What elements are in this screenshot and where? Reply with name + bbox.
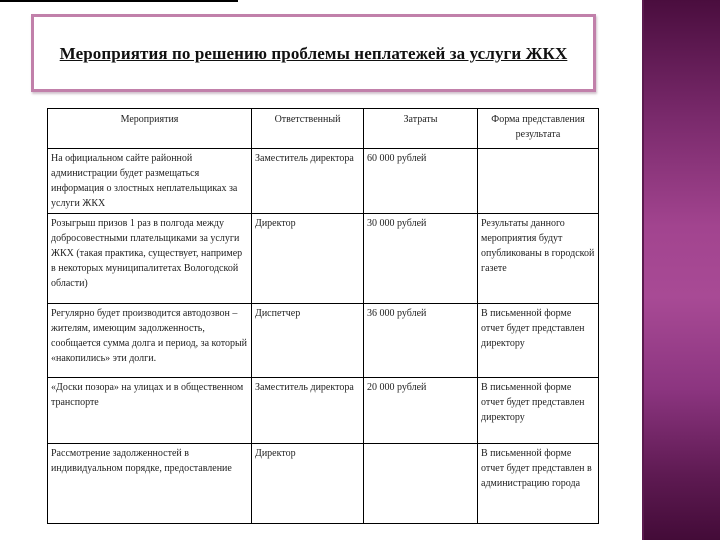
cell-cost: 36 000 рублей [364,304,478,378]
header-result-form: Форма представления результата [478,109,599,149]
top-rule-line [0,0,238,2]
cell-result-form: Результаты данного мероприятия будут опубликованы в городской газете [478,214,599,304]
header-cost: Затраты [364,109,478,149]
table-row [48,214,599,304]
cell-responsible: Заместитель директора [252,149,364,214]
decorative-sidebar [642,0,720,540]
title-box [31,14,596,92]
table-row [48,304,599,378]
cell-cost: 30 000 рублей [364,214,478,304]
slide-title: Мероприятия по решению проблемы неплатежей за услуги ЖКХ [59,44,568,63]
cell-activity: На официальном сайте районной администрации будет размещаться информация о злостных неплательщиках за услуги ЖКХ [48,149,252,214]
cell-activity: Рассмотрение задолженностей в индивидуальном порядке, предоставление [48,444,252,524]
header-responsible: Ответственный [252,109,364,149]
activities-table [47,108,599,524]
cell-result-form: В письменной форме отчет будет представлен директору [478,378,599,444]
cell-result-form: В письменной форме отчет будет представлен директору [478,304,599,378]
cell-activity: Розыгрыш призов 1 раз в полгода между добросовестными плательщиками за услуги ЖКХ (такая практика, существует, например в некоторых муниципалитетах Вологодской области) [48,214,252,304]
cell-cost: 20 000 рублей [364,378,478,444]
cell-activity: Регулярно будет производится автодозвон – жителям, имеющим задолженность, сообщается сумма долга и период, за который «накопились» эти долги. [48,304,252,378]
cell-result-form: В письменной форме отчет будет представлен в администрацию города [478,444,599,524]
cell-cost: 60 000 рублей [364,149,478,214]
table-header-row [48,109,599,149]
table-row [48,149,599,214]
cell-responsible: Диспетчер [252,304,364,378]
cell-activity: «Доски позора» на улицах и в общественном транспорте [48,378,252,444]
cell-result-form [478,149,599,214]
table-row [48,378,599,444]
cell-cost [364,444,478,524]
cell-responsible: Директор [252,444,364,524]
header-activities: Мероприятия [48,109,252,149]
cell-responsible: Директор [252,214,364,304]
table-row [48,444,599,524]
cell-responsible: Заместитель директора [252,378,364,444]
